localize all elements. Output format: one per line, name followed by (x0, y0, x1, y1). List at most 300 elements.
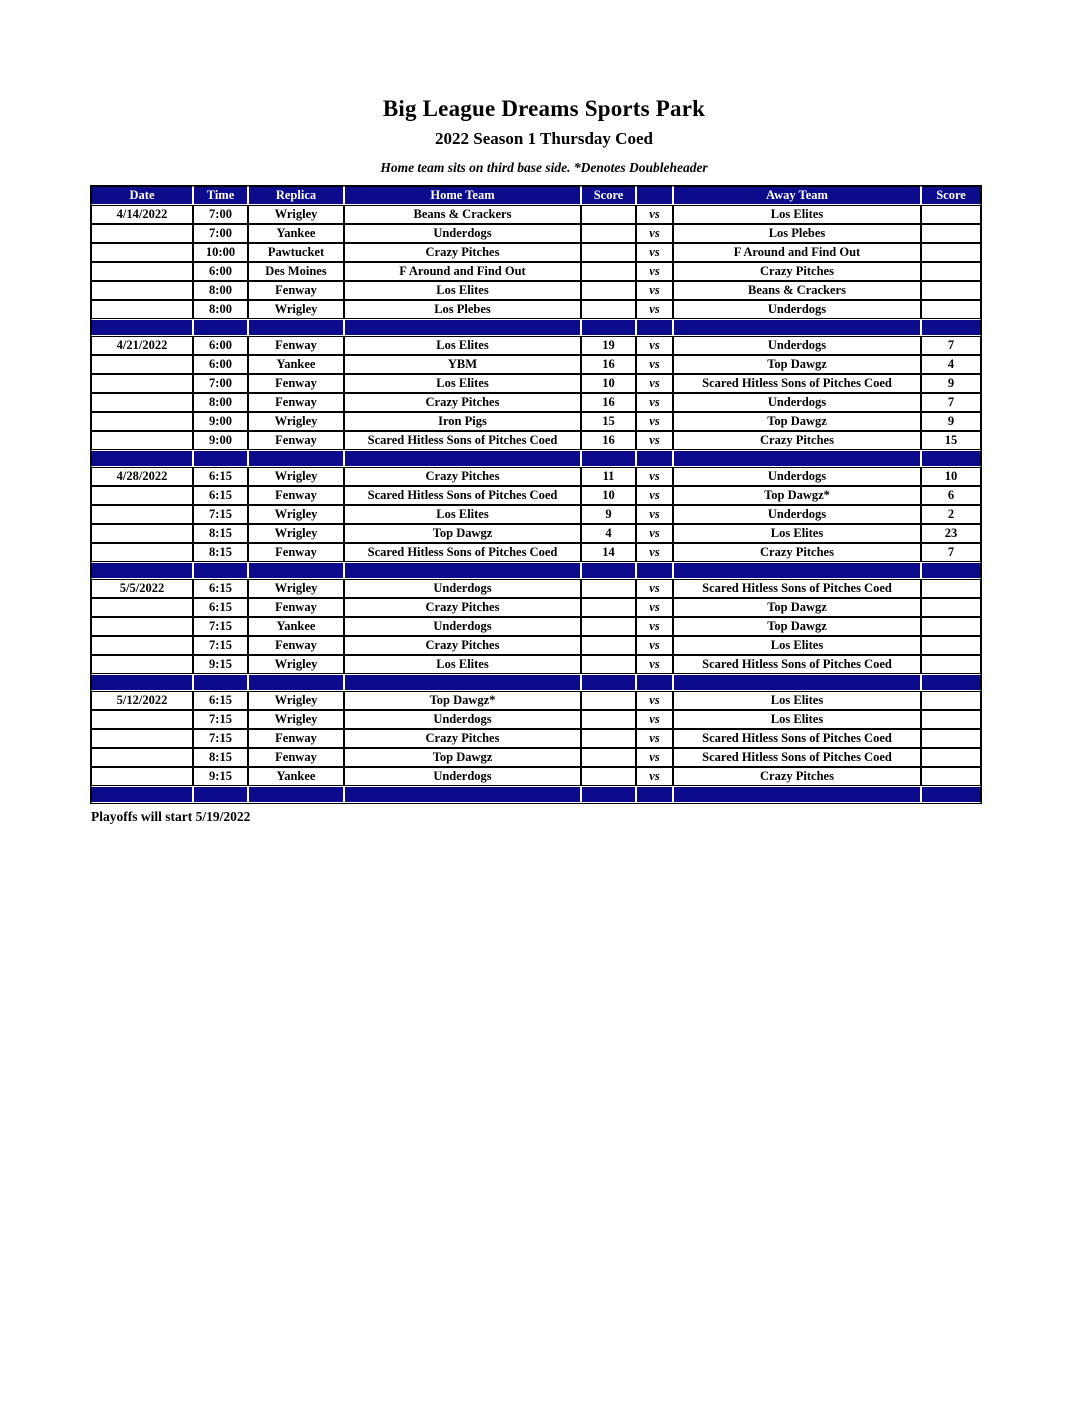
time-cell: 6:15 (193, 598, 248, 617)
replica-cell: Pawtucket (248, 243, 344, 262)
date-cell (91, 729, 193, 748)
replica-cell: Fenway (248, 393, 344, 412)
date-cell (91, 486, 193, 505)
replica-cell: Wrigley (248, 467, 344, 486)
game-row (91, 281, 981, 300)
replica-cell: Wrigley (248, 655, 344, 674)
date-cell (91, 524, 193, 543)
time-cell: 10:00 (193, 243, 248, 262)
away-score-cell: 2 (921, 505, 981, 524)
away-score-cell: 6 (921, 486, 981, 505)
vs-cell: vs (636, 655, 673, 674)
vs-cell: vs (636, 524, 673, 543)
date-cell (91, 598, 193, 617)
vs-cell: vs (636, 543, 673, 562)
replica-cell: Wrigley (248, 505, 344, 524)
vs-cell: vs (636, 374, 673, 393)
game-row (91, 729, 981, 748)
home-score-cell: 14 (581, 543, 636, 562)
game-row (91, 355, 981, 374)
date-cell (91, 300, 193, 319)
vs-cell: vs (636, 486, 673, 505)
time-cell: 7:15 (193, 710, 248, 729)
game-row (91, 524, 981, 543)
separator-cell (636, 562, 673, 579)
separator-cell (636, 786, 673, 803)
vs-cell: vs (636, 598, 673, 617)
replica-cell: Wrigley (248, 300, 344, 319)
time-cell: 9:00 (193, 412, 248, 431)
separator-cell (673, 450, 921, 467)
vs-cell: vs (636, 355, 673, 374)
away-team-cell: Underdogs (673, 300, 921, 319)
replica-cell: Fenway (248, 336, 344, 355)
away-score-cell (921, 655, 981, 674)
game-row (91, 393, 981, 412)
time-cell: 8:00 (193, 393, 248, 412)
vs-cell: vs (636, 336, 673, 355)
home-score-cell (581, 579, 636, 598)
home-score-cell (581, 243, 636, 262)
col-header-home-score: Score (581, 186, 636, 205)
home-team-cell: Los Elites (344, 505, 581, 524)
away-team-cell: Los Elites (673, 710, 921, 729)
separator-cell (344, 319, 581, 336)
game-row (91, 767, 981, 786)
home-team-cell: Crazy Pitches (344, 393, 581, 412)
home-team-cell: Los Elites (344, 374, 581, 393)
away-score-cell (921, 205, 981, 224)
separator-cell (248, 319, 344, 336)
away-score-cell: 7 (921, 393, 981, 412)
away-team-cell: Top Dawgz (673, 598, 921, 617)
col-header-away-team: Away Team (673, 186, 921, 205)
away-score-cell (921, 748, 981, 767)
vs-cell: vs (636, 412, 673, 431)
home-team-cell: Beans & Crackers (344, 205, 581, 224)
away-team-cell: Scared Hitless Sons of Pitches Coed (673, 374, 921, 393)
away-team-cell: Scared Hitless Sons of Pitches Coed (673, 579, 921, 598)
home-team-cell: F Around and Find Out (344, 262, 581, 281)
game-row (91, 543, 981, 562)
home-score-cell: 10 (581, 486, 636, 505)
replica-cell: Yankee (248, 617, 344, 636)
vs-cell: vs (636, 431, 673, 450)
vs-cell: vs (636, 243, 673, 262)
separator-cell (193, 786, 248, 803)
replica-cell: Wrigley (248, 524, 344, 543)
date-cell (91, 748, 193, 767)
separator-cell (921, 319, 981, 336)
separator-cell (921, 450, 981, 467)
away-team-cell: Underdogs (673, 393, 921, 412)
section-separator-row (91, 319, 981, 336)
away-score-cell: 9 (921, 374, 981, 393)
replica-cell: Yankee (248, 224, 344, 243)
away-team-cell: Beans & Crackers (673, 281, 921, 300)
away-team-cell: Los Elites (673, 524, 921, 543)
away-team-cell: Crazy Pitches (673, 767, 921, 786)
replica-cell: Wrigley (248, 579, 344, 598)
separator-cell (581, 319, 636, 336)
time-cell: 7:15 (193, 505, 248, 524)
vs-cell: vs (636, 748, 673, 767)
date-cell (91, 281, 193, 300)
away-score-cell: 23 (921, 524, 981, 543)
replica-cell: Fenway (248, 748, 344, 767)
home-team-cell: Crazy Pitches (344, 729, 581, 748)
col-header-home-team: Home Team (344, 186, 581, 205)
replica-cell: Wrigley (248, 412, 344, 431)
separator-cell (344, 562, 581, 579)
time-cell: 7:15 (193, 729, 248, 748)
col-header-vs (636, 186, 673, 205)
date-cell (91, 355, 193, 374)
schedule-table-container (90, 185, 980, 804)
away-score-cell (921, 281, 981, 300)
game-row (91, 300, 981, 319)
date-cell (91, 412, 193, 431)
game-row (91, 505, 981, 524)
col-header-time: Time (193, 186, 248, 205)
page-title: Big League Dreams Sports Park (382, 96, 706, 121)
away-score-cell (921, 710, 981, 729)
season-subtitle: 2022 Season 1 Thursday Coed (435, 129, 653, 148)
replica-cell: Wrigley (248, 691, 344, 710)
game-row (91, 224, 981, 243)
home-team-cell: Los Elites (344, 655, 581, 674)
date-cell: 5/12/2022 (91, 691, 193, 710)
date-cell (91, 243, 193, 262)
replica-cell: Yankee (248, 767, 344, 786)
away-team-cell: Los Plebes (673, 224, 921, 243)
away-score-cell: 7 (921, 543, 981, 562)
time-cell: 8:00 (193, 281, 248, 300)
vs-cell: vs (636, 281, 673, 300)
separator-cell (91, 786, 193, 803)
home-team-cell: Underdogs (344, 224, 581, 243)
away-team-cell: Los Elites (673, 636, 921, 655)
game-row (91, 262, 981, 281)
page-heading (0, 96, 1088, 176)
date-cell (91, 636, 193, 655)
home-score-cell (581, 748, 636, 767)
away-score-cell: 4 (921, 355, 981, 374)
away-score-cell (921, 224, 981, 243)
separator-cell (921, 786, 981, 803)
time-cell: 8:15 (193, 543, 248, 562)
home-team-cell: Scared Hitless Sons of Pitches Coed (344, 543, 581, 562)
separator-cell (91, 450, 193, 467)
home-score-cell: 19 (581, 336, 636, 355)
home-score-cell: 4 (581, 524, 636, 543)
time-cell: 7:00 (193, 374, 248, 393)
replica-cell: Wrigley (248, 710, 344, 729)
section-separator-row (91, 674, 981, 691)
game-row (91, 655, 981, 674)
time-cell: 9:15 (193, 655, 248, 674)
separator-cell (673, 562, 921, 579)
date-cell (91, 374, 193, 393)
away-team-cell: Crazy Pitches (673, 431, 921, 450)
vs-cell: vs (636, 767, 673, 786)
time-cell: 6:15 (193, 579, 248, 598)
away-score-cell: 9 (921, 412, 981, 431)
replica-cell: Yankee (248, 355, 344, 374)
away-score-cell (921, 243, 981, 262)
separator-cell (344, 674, 581, 691)
home-score-cell (581, 691, 636, 710)
home-score-cell (581, 617, 636, 636)
home-score-cell: 11 (581, 467, 636, 486)
separator-cell (91, 319, 193, 336)
home-score-cell: 15 (581, 412, 636, 431)
vs-cell: vs (636, 617, 673, 636)
vs-cell: vs (636, 224, 673, 243)
date-cell: 4/28/2022 (91, 467, 193, 486)
away-score-cell (921, 636, 981, 655)
away-score-cell (921, 262, 981, 281)
vs-cell: vs (636, 729, 673, 748)
separator-cell (248, 786, 344, 803)
separator-cell (91, 562, 193, 579)
home-score-cell (581, 224, 636, 243)
game-row (91, 243, 981, 262)
vs-cell: vs (636, 636, 673, 655)
col-header-replica: Replica (248, 186, 344, 205)
home-score-cell (581, 281, 636, 300)
separator-cell (248, 562, 344, 579)
home-score-cell (581, 767, 636, 786)
time-cell: 6:15 (193, 467, 248, 486)
replica-cell: Fenway (248, 598, 344, 617)
separator-cell (193, 562, 248, 579)
away-team-cell: Los Elites (673, 205, 921, 224)
game-row (91, 467, 981, 486)
replica-cell: Fenway (248, 636, 344, 655)
separator-cell (344, 450, 581, 467)
playoffs-note: Playoffs will start 5/19/2022 (91, 809, 251, 824)
away-score-cell: 10 (921, 467, 981, 486)
away-team-cell: F Around and Find Out (673, 243, 921, 262)
home-team-cell: Iron Pigs (344, 412, 581, 431)
col-header-date: Date (91, 186, 193, 205)
replica-cell: Fenway (248, 486, 344, 505)
date-cell: 4/21/2022 (91, 336, 193, 355)
date-cell: 4/14/2022 (91, 205, 193, 224)
home-team-cell: Crazy Pitches (344, 598, 581, 617)
home-score-cell (581, 300, 636, 319)
game-row (91, 748, 981, 767)
date-cell (91, 431, 193, 450)
away-score-cell (921, 598, 981, 617)
separator-cell (581, 562, 636, 579)
home-team-cell: Top Dawgz (344, 748, 581, 767)
home-score-cell (581, 710, 636, 729)
game-row (91, 336, 981, 355)
home-team-cell: Crazy Pitches (344, 243, 581, 262)
separator-cell (193, 674, 248, 691)
away-score-cell (921, 767, 981, 786)
away-team-cell: Scared Hitless Sons of Pitches Coed (673, 729, 921, 748)
away-team-cell: Top Dawgz (673, 617, 921, 636)
game-row (91, 412, 981, 431)
schedule-table (90, 185, 982, 804)
home-score-cell: 16 (581, 431, 636, 450)
away-team-cell: Underdogs (673, 336, 921, 355)
section-separator-row (91, 562, 981, 579)
game-row (91, 579, 981, 598)
game-row (91, 486, 981, 505)
date-cell: 5/5/2022 (91, 579, 193, 598)
home-score-cell: 10 (581, 374, 636, 393)
home-team-cell: YBM (344, 355, 581, 374)
game-row (91, 598, 981, 617)
home-score-cell (581, 205, 636, 224)
time-cell: 6:15 (193, 691, 248, 710)
header-row (91, 186, 981, 205)
replica-cell: Fenway (248, 729, 344, 748)
separator-cell (91, 674, 193, 691)
replica-cell: Fenway (248, 281, 344, 300)
time-cell: 8:00 (193, 300, 248, 319)
home-team-cell: Los Elites (344, 281, 581, 300)
time-cell: 7:00 (193, 224, 248, 243)
vs-cell: vs (636, 505, 673, 524)
vs-cell: vs (636, 579, 673, 598)
time-cell: 9:00 (193, 431, 248, 450)
date-cell (91, 393, 193, 412)
away-score-cell: 15 (921, 431, 981, 450)
home-team-note: Home team sits on third base side. *Denotes Doubleheader (380, 160, 708, 175)
separator-cell (193, 450, 248, 467)
away-score-cell (921, 617, 981, 636)
away-team-cell: Scared Hitless Sons of Pitches Coed (673, 655, 921, 674)
separator-cell (921, 562, 981, 579)
vs-cell: vs (636, 710, 673, 729)
away-score-cell (921, 579, 981, 598)
away-score-cell (921, 300, 981, 319)
away-team-cell: Los Elites (673, 691, 921, 710)
home-team-cell: Underdogs (344, 579, 581, 598)
game-row (91, 636, 981, 655)
time-cell: 6:15 (193, 486, 248, 505)
time-cell: 7:00 (193, 205, 248, 224)
game-row (91, 710, 981, 729)
separator-cell (344, 786, 581, 803)
home-score-cell (581, 636, 636, 655)
home-team-cell: Top Dawgz* (344, 691, 581, 710)
home-team-cell: Los Elites (344, 336, 581, 355)
date-cell (91, 505, 193, 524)
away-team-cell: Top Dawgz* (673, 486, 921, 505)
time-cell: 6:00 (193, 336, 248, 355)
schedule-table-body (91, 205, 981, 803)
away-team-cell: Crazy Pitches (673, 543, 921, 562)
away-score-cell (921, 691, 981, 710)
separator-cell (921, 674, 981, 691)
time-cell: 6:00 (193, 355, 248, 374)
home-score-cell (581, 598, 636, 617)
replica-cell: Des Moines (248, 262, 344, 281)
home-team-cell: Top Dawgz (344, 524, 581, 543)
separator-cell (673, 674, 921, 691)
replica-cell: Fenway (248, 431, 344, 450)
away-team-cell: Top Dawgz (673, 412, 921, 431)
home-team-cell: Underdogs (344, 767, 581, 786)
game-row (91, 617, 981, 636)
time-cell: 6:00 (193, 262, 248, 281)
game-row (91, 691, 981, 710)
vs-cell: vs (636, 262, 673, 281)
separator-cell (673, 319, 921, 336)
separator-cell (193, 319, 248, 336)
time-cell: 8:15 (193, 524, 248, 543)
date-cell (91, 655, 193, 674)
home-team-cell: Underdogs (344, 710, 581, 729)
vs-cell: vs (636, 467, 673, 486)
date-cell (91, 767, 193, 786)
home-score-cell: 9 (581, 505, 636, 524)
away-score-cell: 7 (921, 336, 981, 355)
col-header-away-score: Score (921, 186, 981, 205)
game-row (91, 205, 981, 224)
separator-cell (581, 786, 636, 803)
date-cell (91, 617, 193, 636)
home-team-cell: Los Plebes (344, 300, 581, 319)
separator-cell (636, 319, 673, 336)
home-score-cell: 16 (581, 393, 636, 412)
separator-cell (581, 674, 636, 691)
home-score-cell (581, 262, 636, 281)
home-score-cell: 16 (581, 355, 636, 374)
time-cell: 7:15 (193, 617, 248, 636)
vs-cell: vs (636, 205, 673, 224)
date-cell (91, 710, 193, 729)
replica-cell: Wrigley (248, 205, 344, 224)
time-cell: 9:15 (193, 767, 248, 786)
home-score-cell (581, 655, 636, 674)
date-cell (91, 262, 193, 281)
away-team-cell: Scared Hitless Sons of Pitches Coed (673, 748, 921, 767)
separator-cell (673, 786, 921, 803)
separator-cell (636, 450, 673, 467)
date-cell (91, 543, 193, 562)
section-separator-row (91, 450, 981, 467)
vs-cell: vs (636, 300, 673, 319)
separator-cell (248, 450, 344, 467)
replica-cell: Fenway (248, 374, 344, 393)
game-row (91, 374, 981, 393)
separator-cell (636, 674, 673, 691)
game-row (91, 431, 981, 450)
home-team-cell: Scared Hitless Sons of Pitches Coed (344, 431, 581, 450)
replica-cell: Fenway (248, 543, 344, 562)
away-team-cell: Underdogs (673, 505, 921, 524)
away-team-cell: Underdogs (673, 467, 921, 486)
time-cell: 7:15 (193, 636, 248, 655)
home-team-cell: Crazy Pitches (344, 467, 581, 486)
away-team-cell: Crazy Pitches (673, 262, 921, 281)
vs-cell: vs (636, 691, 673, 710)
home-team-cell: Crazy Pitches (344, 636, 581, 655)
away-team-cell: Top Dawgz (673, 355, 921, 374)
home-score-cell (581, 729, 636, 748)
home-team-cell: Scared Hitless Sons of Pitches Coed (344, 486, 581, 505)
away-score-cell (921, 729, 981, 748)
date-cell (91, 224, 193, 243)
separator-cell (581, 450, 636, 467)
